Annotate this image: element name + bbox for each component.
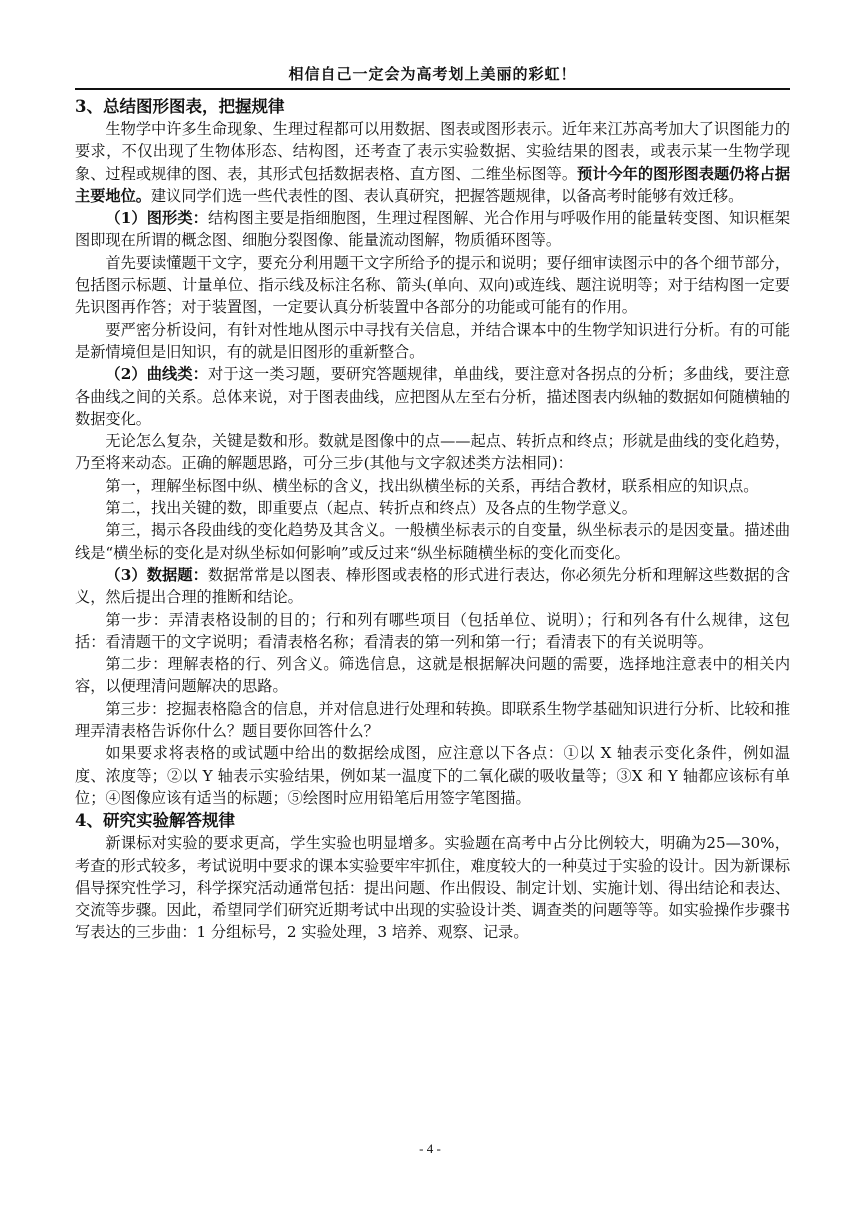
graph-type-text: 结构图主要是指细胞图，生理过程图解、光合作用与呼吸作用的能量转变图、知识框架图即现在所谓的概念图、细胞分裂图像、能量流动图解，物质循环图等。 bbox=[75, 209, 791, 250]
page-header: 相信自己一定会为高考划上美丽的彩虹！ bbox=[75, 62, 790, 90]
data-step-2: 第二步：理解表格的行、列含义。筛选信息，这就是根据解决问题的需要，选择地注意表中的相关内容，以便理清问题解决的思路。 bbox=[75, 655, 790, 696]
curve-step-1: 第一，理解坐标图中纵、横坐标的含义，找出纵横坐标的关系，再结合教材，联系相应的知识点。 bbox=[105, 476, 759, 495]
graph-paragraph-2: 首先要读懂题干文字，要充分利用题干文字所给予的提示和说明；要仔细审读图示中的各个细节部分，包括图示标题、计量单位、指示线及标注名称、箭头(单向、双向)或连线、题注说明等；对于结构图一定要先识图再作答；对于装置图，一定要认真分析装置中各部分的功能或可能有的作用。 bbox=[75, 253, 790, 317]
curve-step-3: 第三，揭示各段曲线的变化趋势及其含义。一般横坐标表示的自变量，纵坐标表示的是因变量。描述曲线是“横坐标的变化是对纵坐标如何影响”或反过来“纵坐标随横坐标的变化而变化。 bbox=[75, 521, 790, 562]
data-type-paragraph bbox=[75, 564, 790, 609]
page-number: - 4 - bbox=[419, 1141, 441, 1156]
intro-text: 生物学中许多生命现象、生理过程都可以用数据、图表或图形表示。近年来江苏高考加大了识图能力的要求，不仅出现了生物体形态、结构图，还考查了表示实验数据、实验结果的图表，或表示某一生物学现象、过程或规律的图、表，其形式包括数据表格、直方图、二维坐标图等。 bbox=[75, 120, 790, 183]
curve-type-text: 对于这一类习题，要研究答题规律，单曲线，要注意对各拐点的分析；多曲线，要注意各曲线之间的关系。总体来说，对于图表曲线，应把图从左至右分析，描述图表内纵轴的数据如何随横轴的数据变化。 bbox=[75, 365, 791, 428]
section-4-heading: 4、研究实验解答规律 bbox=[75, 811, 235, 831]
curve-type-label: （2）曲线类： bbox=[105, 365, 209, 384]
section-4-paragraph: 新课标对实验的要求更高，学生实验也明显增多。实验题在高考中占分比例较大，明确为25—30%，考查的形式较多，考试说明中要求的课本实验要牢牢抓住，难度较大的一种莫过于实验的设计。因为新课标倡导探究性学习，科学探究活动通常包括：提出问题、作出假设、制定计划、实施计划、得出结论和表达、交流等步骤。因此，希望同学们研究近期考试中出现的实验设计类、调查类的问题等等。如实验操作步骤书写表达的三步曲：1 分组标号，2 实验处理，3 培养、观察、记录。 bbox=[75, 834, 790, 942]
curve-paragraph-2: 无论怎么复杂，关键是数和形。数就是图像中的点——起点、转折点和终点；形就是曲线的变化趋势，乃至将来动态。正确的解题思路，可分三步(其他与文字叙述类方法相同)： bbox=[75, 432, 790, 473]
curve-step-2: 第二，找出关键的数，即重要点（起点、转折点和终点）及各点的生物学意义。 bbox=[105, 499, 637, 518]
page-content bbox=[75, 95, 790, 944]
graph-type-label: （1）图形类： bbox=[105, 209, 209, 228]
data-step-1: 第一步：弄清表格设制的目的；行和列有哪些项目（包括单位、说明）；行和列各有什么规律，这包括：看清题干的文字说明；看清表格名称；看清表的第一列和第一行；看清表下的有关说明等。 bbox=[75, 610, 790, 651]
graph-type-paragraph bbox=[75, 207, 790, 252]
section-3-intro bbox=[75, 118, 790, 207]
data-paragraph-final: 如果要求将表格的或试题中给出的数据绘成图，应注意以下各点：①以 X 轴表示变化条件，例如温度、浓度等；②以 Y 轴表示实验结果，例如某一温度下的二氧化碳的吸收量等；③X 和 Y 轴都应该标有单位；④图像应该有适当的标题；⑤绘图时应用铅笔后用签字笔图描。 bbox=[75, 744, 790, 807]
data-type-text: 数据常常是以图表、棒形图或表格的形式进行表达，你必须先分析和理解这些数据的含义，然后提出合理的推断和结论。 bbox=[75, 565, 791, 607]
curve-type-paragraph bbox=[75, 363, 790, 430]
intro-emphasis: 预计今年的图形图表题仍将占据主要地位。 bbox=[75, 164, 791, 205]
data-type-label: （3）数据题： bbox=[105, 565, 209, 584]
graph-paragraph-3: 要严密分析设问，有针对性地从图示中寻找有关信息，并结合课本中的生物学知识进行分析。有的可能是新情境但是旧知识，有的就是旧图形的重新整合。 bbox=[75, 320, 790, 361]
section-3-heading: 3、总结图形图表，把握规律 bbox=[75, 97, 285, 116]
data-step-3: 第三步：挖掘表格隐含的信息，并对信息进行处理和转换。即联系生物学基础知识进行分析、比较和推理弄清表格告诉你什么？题目要你回答什么？ bbox=[75, 699, 790, 741]
intro-text-cont: 建议同学们选一些代表性的图、表认真研究，把握答题规律，以备高考时能够有效迁移。 bbox=[150, 186, 744, 205]
